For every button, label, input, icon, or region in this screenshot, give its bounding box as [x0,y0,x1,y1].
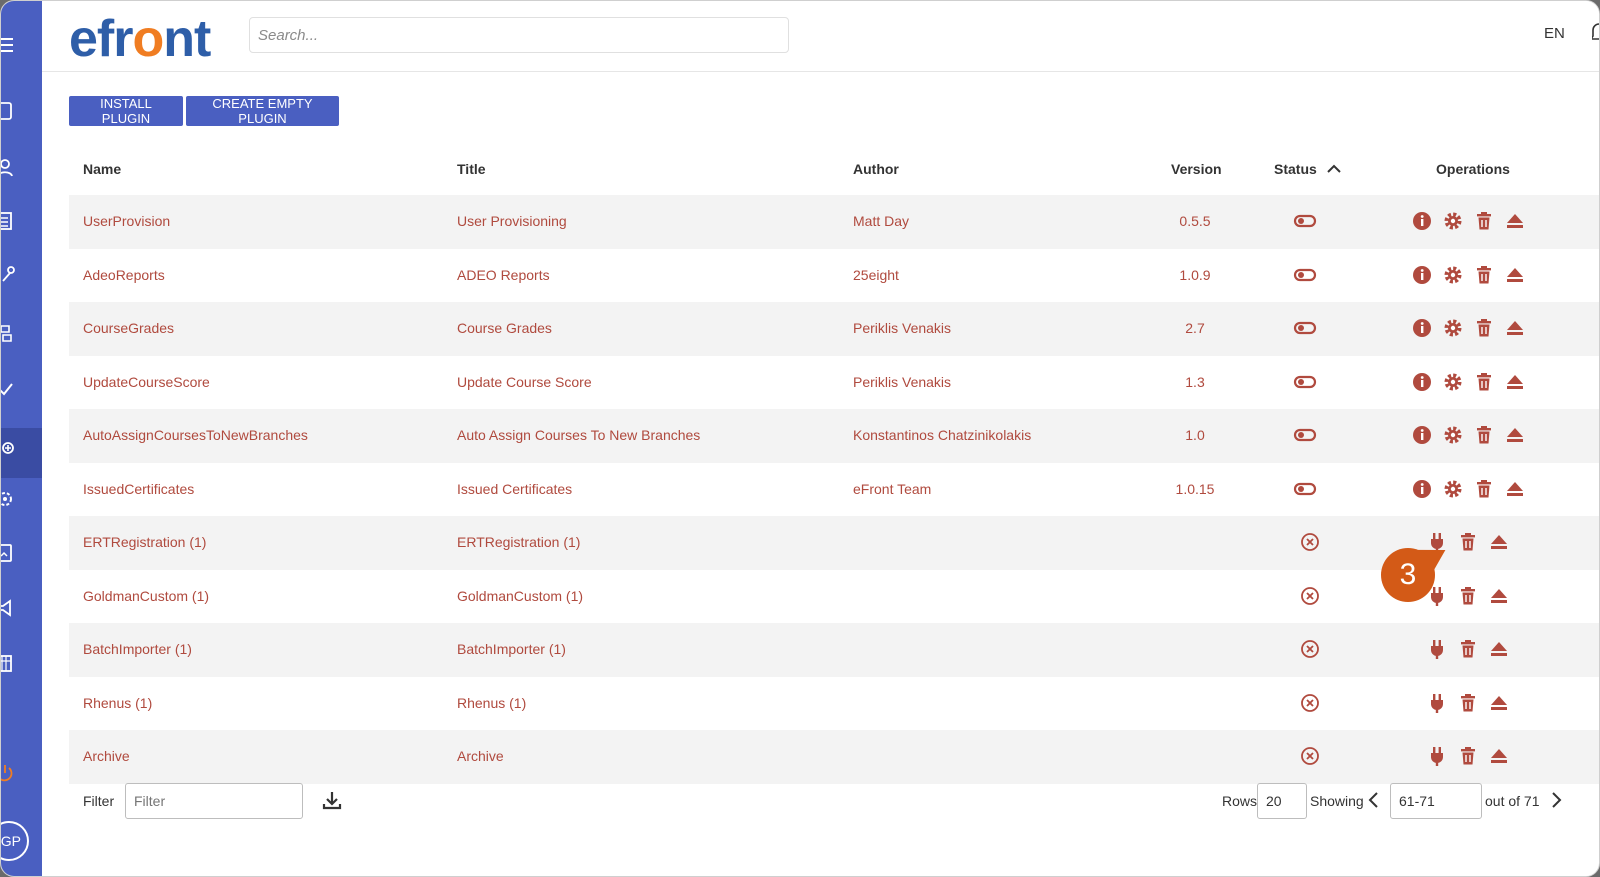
settings-icon[interactable] [1,489,17,509]
plugin-version: 1.0.15 [1175,480,1215,497]
create-empty-plugin-button[interactable]: CREATE EMPTY PLUGIN [186,96,339,126]
chevron-left-icon[interactable] [1367,791,1381,814]
plugin-title: Rhenus (1) [457,694,527,711]
plugin-title: BatchImporter (1) [457,641,566,657]
info-icon[interactable] [1411,478,1433,500]
trash-icon[interactable] [1457,638,1479,660]
page-range-input[interactable]: 61-71 [1390,783,1482,819]
gear-icon[interactable] [1442,264,1464,286]
reports-icon[interactable] [1,543,17,563]
trash-icon[interactable] [1473,424,1495,446]
gear-icon[interactable] [1442,210,1464,232]
plugin-name-link[interactable]: ERTRegistration (1) [83,534,207,550]
install-plugin-button[interactable]: INSTALL PLUGIN [69,96,183,126]
total-label: out of 71 [1485,793,1540,809]
table-header [69,143,1600,195]
chevron-right-icon[interactable] [1549,791,1563,814]
eject-icon[interactable] [1488,531,1510,553]
plugin-title: Update Course Score [457,373,592,390]
table-row [69,302,1600,356]
info-icon[interactable] [1411,317,1433,339]
download-icon[interactable] [321,789,343,816]
plugin-name-link[interactable]: UserProvision [83,213,171,229]
gear-icon[interactable] [1442,424,1464,446]
users-icon[interactable] [1,157,17,177]
x-circle-icon[interactable] [1298,639,1322,659]
eject-icon[interactable] [1488,692,1510,714]
table-body [69,195,1600,784]
courses-icon[interactable] [1,211,17,231]
plugin-version: 0.5.5 [1179,213,1211,229]
plugin-title: Course Grades [457,320,552,336]
eject-icon[interactable] [1504,424,1526,446]
plugins-table [69,143,1600,784]
toggle-icon[interactable] [1293,265,1317,285]
plugin-version: 1.0 [1185,427,1205,443]
table-row [69,516,1600,570]
eject-icon[interactable] [1488,585,1510,607]
language-selector[interactable]: EN [1544,25,1565,42]
toggle-icon[interactable] [1293,318,1317,338]
toggle-icon[interactable] [1293,425,1317,445]
filter-label: Filter [83,793,115,809]
plugin-title: ADEO Reports [457,266,550,283]
table-row [69,570,1600,624]
eject-icon[interactable] [1504,478,1526,500]
plugin-title: Issued Certificates [457,480,573,497]
header-status[interactable] [1274,161,1341,177]
plugin-title: ERTRegistration (1) [457,534,581,550]
info-icon[interactable] [1411,371,1433,393]
rows-label: Rows [1222,793,1258,809]
trash-icon[interactable] [1457,531,1479,553]
eject-icon[interactable] [1504,371,1526,393]
trash-icon[interactable] [1473,210,1495,232]
plugin-version: 1.0.9 [1179,266,1211,283]
trash-icon[interactable] [1457,745,1479,767]
plugin-title: GoldmanCustom (1) [457,587,584,604]
table-row [69,356,1600,410]
eject-icon[interactable] [1504,317,1526,339]
step-callout: 3 [1381,548,1435,602]
plug-icon[interactable] [1426,638,1448,660]
plugins-icon[interactable] [1,437,17,457]
toggle-icon[interactable] [1293,372,1317,392]
top-bar [42,1,1599,72]
table-footer [69,787,1600,847]
header-status-label: Status [1274,161,1317,177]
bell-icon[interactable] [1592,21,1600,48]
filter-input[interactable] [125,783,303,819]
table-row [69,249,1600,303]
header-name[interactable]: Name [83,161,122,177]
plugin-author: Periklis Venakis [853,320,952,336]
table-row [69,195,1600,249]
plugin-name-link[interactable]: GoldmanCustom (1) [83,587,210,604]
eject-icon[interactable] [1488,745,1510,767]
rows-per-page-input[interactable]: 20 [1257,783,1307,819]
announcements-icon[interactable] [1,598,17,618]
info-icon[interactable] [1411,210,1433,232]
plugin-author: Periklis Venakis [853,373,952,390]
sort-ascending-icon [1327,164,1341,174]
search-input[interactable] [249,17,789,53]
table-row [69,730,1600,784]
plugin-name-link[interactable]: AutoAssignCoursesToNewBranches [83,427,308,443]
eject-icon[interactable] [1504,264,1526,286]
plugin-name-link[interactable]: IssuedCertificates [83,480,195,497]
trash-icon[interactable] [1473,317,1495,339]
trash-icon[interactable] [1473,478,1495,500]
plugin-name-link[interactable]: Archive [83,748,130,764]
header-version[interactable]: Version [1171,161,1222,177]
x-circle-icon[interactable] [1298,746,1322,766]
plugin-title: Auto Assign Courses To New Branches [457,427,701,443]
plugin-author: 25eight [853,266,899,283]
table-row [69,409,1600,463]
trash-icon[interactable] [1457,692,1479,714]
plugin-name-link[interactable]: AdeoReports [83,266,165,283]
user-avatar[interactable]: GP [0,821,29,861]
calendar-icon[interactable] [1,653,17,673]
efront-logo[interactable]: efront [69,10,211,68]
paths-icon[interactable] [1,265,17,285]
plugin-version: 1.3 [1185,373,1205,390]
x-circle-icon[interactable] [1298,532,1322,552]
toggle-icon[interactable] [1293,211,1317,231]
header-operations: Operations [1436,161,1510,177]
trash-icon[interactable] [1473,371,1495,393]
header-author[interactable]: Author [853,161,899,177]
table-row [69,677,1600,731]
eject-icon[interactable] [1488,638,1510,660]
table-row [69,463,1600,517]
toggle-icon[interactable] [1293,479,1317,499]
plug-icon[interactable] [1426,692,1448,714]
check-icon[interactable] [1,379,17,399]
plug-icon[interactable] [1426,745,1448,767]
plugin-name-link[interactable]: BatchImporter (1) [83,641,192,657]
plugin-name-link[interactable]: CourseGrades [83,320,175,336]
info-icon[interactable] [1411,264,1433,286]
eject-icon[interactable] [1504,210,1526,232]
info-icon[interactable] [1411,424,1433,446]
plugin-title: User Provisioning [457,213,567,229]
x-circle-icon[interactable] [1298,586,1322,606]
plugin-name-link[interactable]: Rhenus (1) [83,694,153,711]
gear-icon[interactable] [1442,371,1464,393]
plugin-author: eFront Team [853,480,932,497]
dashboard-icon[interactable] [1,101,17,121]
sidebar [1,1,42,877]
plugin-title: Archive [457,748,504,764]
header-title[interactable]: Title [457,161,486,177]
showing-label: Showing [1310,793,1364,809]
trash-icon[interactable] [1473,264,1495,286]
trash-icon[interactable] [1457,585,1479,607]
plugin-name-link[interactable]: UpdateCourseScore [83,373,210,390]
gear-icon[interactable] [1442,317,1464,339]
skills-icon[interactable] [1,323,17,343]
plugin-author: Konstantinos Chatzinikolakis [853,427,1032,443]
menu-icon[interactable] [1,35,17,55]
x-circle-icon[interactable] [1298,693,1322,713]
plugin-author: Matt Day [853,213,910,229]
table-row [69,623,1600,677]
power-icon[interactable] [1,763,17,783]
plugin-version: 2.7 [1185,320,1205,336]
gear-icon[interactable] [1442,478,1464,500]
